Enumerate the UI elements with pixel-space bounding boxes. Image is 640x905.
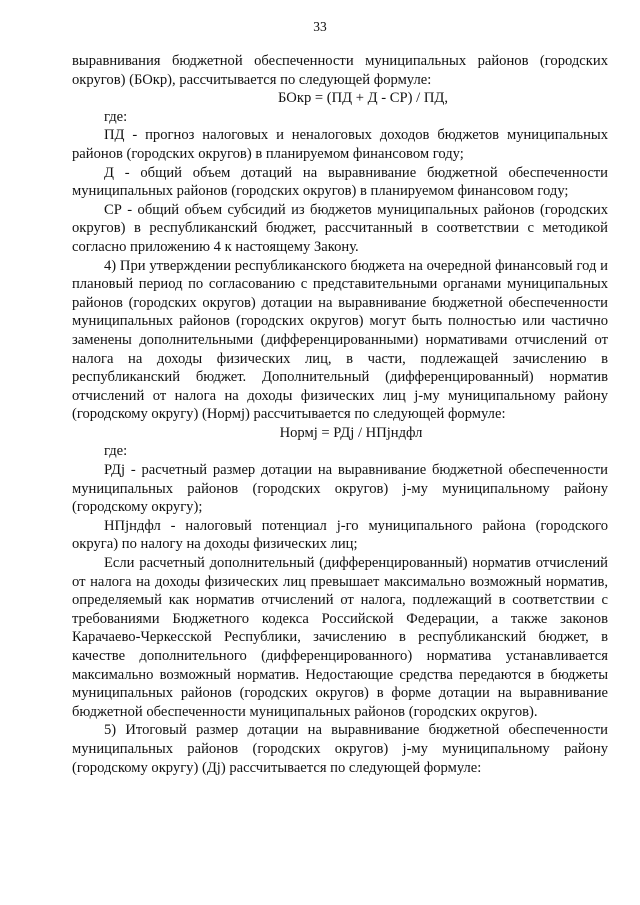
formula-normj: Нормj = РДj / НПjндфл [279,424,423,441]
definition-sr: СР - общий объем субсидий из бюджетов муниципальных районов (городских округов) в республиканский бюджет, рассчитанный в соответствии с методикой согласно приложению 4 к настоящему Закону. [72,201,608,255]
definition-pd: ПД - прогноз налоговых и неналоговых доходов бюджетов муниципальных районов (городских округов) в планируемом финансовом году; [72,127,608,162]
definition-rdj: РДj - расчетный размер дотации на выравнивание бюджетной обеспеченности муниципальных районов (городских округов) j-му муниципальному району (городскому округу); [72,462,608,516]
definition-d: Д - общий объем дотаций на выравнивание бюджетной обеспеченности муниципальных районов (городских округов) в планируемом финансовом году; [72,164,608,200]
where-label: где: [104,108,128,125]
paragraph-item-5: 5) Итоговый размер дотации на выравнивание бюджетной обеспеченности муниципальных районов (городских округов) j-му муниципальному району (городскому округу) (Дj) рассчитывается по следующей формуле: [72,722,608,776]
where-label: где: [104,443,128,460]
paragraph-continuation: выравнивания бюджетной обеспеченности муниципальных районов (городских округов) (БОкр), рассчитывается по следующей формуле: [72,53,608,88]
definition-npj: НПjндфл - налоговый потенциал j-го муниципального района (городского округа) по налогу на доходы физических лиц; [72,517,608,553]
paragraph-item-4: 4) При утверждении республиканского бюджета на очередной финансовый год и плановый период по согласованию с представительными органами муниципальных районов (городских округов) дотации на выравнивание бюджетной обеспеченности муниципальных районов (городских округов) могут быть полностью или частично заменены дополнительными (дифференцированными) нормативами отчислений от налога на доходы физических лиц, в части, подлежащей зачислению в республиканский бюджет. Дополнительный (дифференцированный) норматив отчислений от налога на доходы физических лиц j-му муниципальному району (городскому округу) (Нормj) рассчитывается по следующей формуле: [72,257,608,423]
formula-bokr: БОкр = (ПД + Д - СР) / ПД, [278,90,448,107]
document-body [72,52,608,777]
paragraph-condition: Если расчетный дополнительный (дифференцированный) норматив отчислений от налога на доходы физических лиц превышает максимально возможный норматив, определяемый как норматив отчислений от налога, подлежащий в соответствии с требованиями Бюджетного кодекса Российской Федерации, а также законов Карачаево-Черкесской Республики, зачислению в республиканский бюджет, в качестве дополнительного (дифференцированного) норматива устанавливается максимально возможный норматив. Недостающие средства передаются в бюджеты муниципальных районов (городских округов) в форме дотации на выравнивание бюджетной обеспеченности муниципальных районов (городских округов). [72,555,608,720]
page-number: 33 [313,19,327,34]
